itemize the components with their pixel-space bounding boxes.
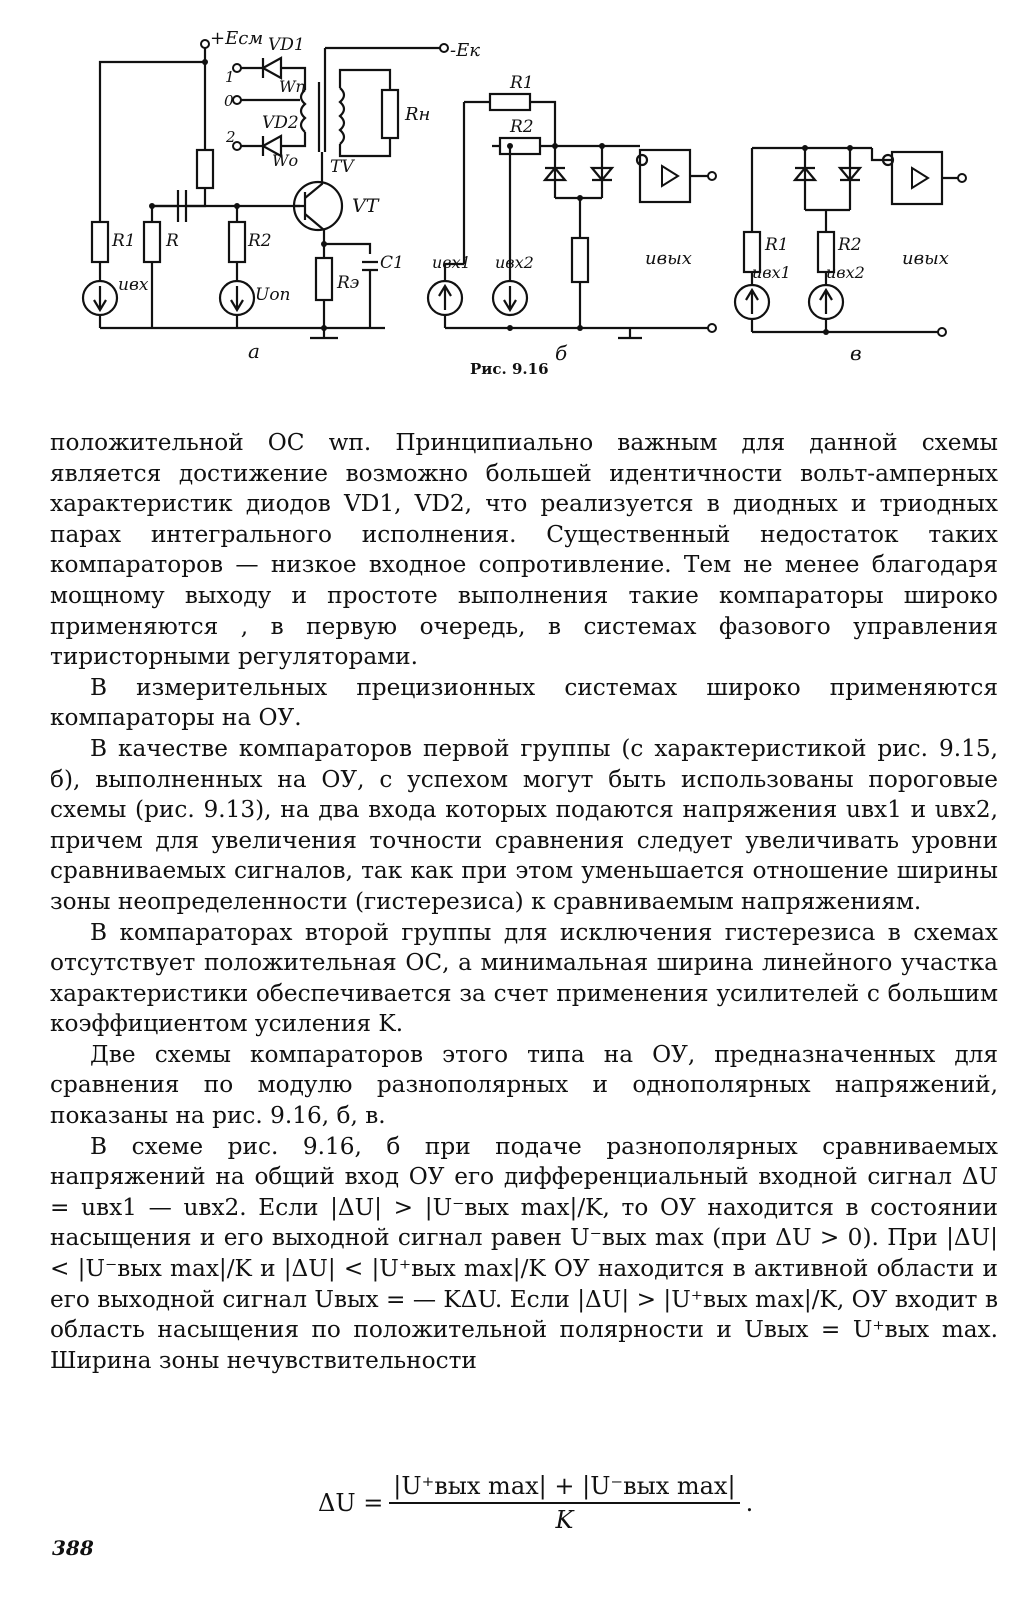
label-uvx1-b: uвх1 xyxy=(432,253,471,272)
label-wo: Wо xyxy=(272,151,299,170)
label-r1-c: R1 xyxy=(765,235,789,255)
page-number: 388 xyxy=(52,1536,94,1560)
label-wp: Wп xyxy=(279,77,306,96)
label-uvx2-c: uвх2 xyxy=(826,263,865,282)
label-r1-b: R1 xyxy=(510,73,534,93)
paragraph-3: В качестве компараторов первой группы (с характеристикой рис. 9.15, б), выполненных на ОУ, с успехом могут быть использованы пороговые схемы (рис. 9.13), на два входа которых подаются напряжения uвх1 и uвх2, причем для увеличения точности сравнения следует увеличивать уровни сравниваемых сигналов, так как при этом уменьшается отношение ширины зоны неопределенности (гистерезиса) к сравниваемым напряжениям. xyxy=(50,734,998,915)
label-vt: VT xyxy=(352,195,379,217)
formula-dead-zone xyxy=(318,1468,753,1538)
formula-numerator: |U⁺вых max| + |U⁻вых max| xyxy=(389,1472,739,1504)
label-node-1: 1 xyxy=(225,68,235,86)
paragraph-4: В компараторах второй группы для исключения гистерезиса в схемах отсутствует положительная ОС, а минимальная ширина линейного участка характеристики обеспечивается за счет применения усилителей с большим коэффициентом усиления K. xyxy=(50,918,998,1038)
body-text xyxy=(50,428,998,1376)
label-node-0: 0 xyxy=(224,92,234,110)
label-rh: Rн xyxy=(405,104,431,125)
paragraph-6: В схеме рис. 9.16, б при подаче разнополярных сравниваемых напряжений на общий вход ОУ его дифференциальный входной сигнал ΔU = uвх1 — uвх2. Если |ΔU| > |U⁻вых max|/K, то ОУ находится в состоянии насыщения и его выходной сигнал равен U⁻вых max (при ΔU > 0). При |ΔU| < |U⁻вых max|/K и |ΔU| < |U⁺вых max|/K ОУ находится в активной области и его выходной сигнал Uвых = — KΔU. Если |ΔU| > |U⁺вых max|/K, ОУ входит в область насыщения по положительной полярности и Uвых = U⁺вых max. Ширина зоны нечувствительности xyxy=(50,1132,998,1374)
label-uvx-a: uвх xyxy=(118,275,149,295)
label-r1-a: R1 xyxy=(112,231,136,251)
label-ek: -Eк xyxy=(450,40,480,61)
paragraph-1: положительной ОС wп. Принципиально важным для данной схемы является достижение возможно большей идентичности вольт-амперных характеристик диодов VD1, VD2, что реализуется в диодных и триодных парах интегрального исполнения. Существенный недостаток таких компараторов — низкое входное сопротивление. Тем не менее благодаря мощному выходу и простоте выполнения такие компараторы широко применяются , в первую очередь, в системах фазового управления тиристорными регуляторами. xyxy=(50,429,998,671)
label-r2-a: R2 xyxy=(248,231,272,251)
paragraph-2: В измерительных прецизионных системах широко применяются компараторы на ОУ. xyxy=(50,673,998,732)
label-r2-b: R2 xyxy=(510,117,534,137)
label-uvx2-b: uвх2 xyxy=(495,253,534,272)
label-re: Rэ xyxy=(337,273,360,293)
formula-tail: . xyxy=(745,1489,754,1517)
label-r2-c: R2 xyxy=(838,235,862,255)
label-uvx1-c: uвх1 xyxy=(752,263,791,282)
label-tv: TV xyxy=(330,157,354,177)
circuit-diagrams xyxy=(0,0,1028,400)
sublabel-a: а xyxy=(248,339,260,363)
paragraph-5: Две схемы компараторов этого типа на ОУ, предназначенных для сравнения по модулю разнополярных и однополярных напряжений, показаны на рис. 9.16, б, в. xyxy=(50,1040,998,1130)
label-c1: C1 xyxy=(380,253,404,273)
label-uop: Uоп xyxy=(255,285,291,305)
formula-fraction xyxy=(389,1472,739,1534)
formula-lhs: ΔU = xyxy=(318,1489,384,1517)
figure-caption: Рис. 9.16 xyxy=(470,360,549,378)
label-r-a: R xyxy=(166,231,179,251)
label-vd2: VD2 xyxy=(262,113,299,133)
label-esm: +Eсм xyxy=(210,28,264,49)
label-uvyx-b: uвых xyxy=(645,248,692,269)
sublabel-c: в xyxy=(850,341,862,365)
sublabel-b: б xyxy=(555,341,568,365)
figure-9-16 xyxy=(0,0,1028,400)
label-uvyx-c: uвых xyxy=(902,248,949,269)
label-vd1: VD1 xyxy=(268,35,305,55)
label-node-2: 2 xyxy=(226,128,236,146)
formula-denominator: K xyxy=(555,1506,574,1534)
